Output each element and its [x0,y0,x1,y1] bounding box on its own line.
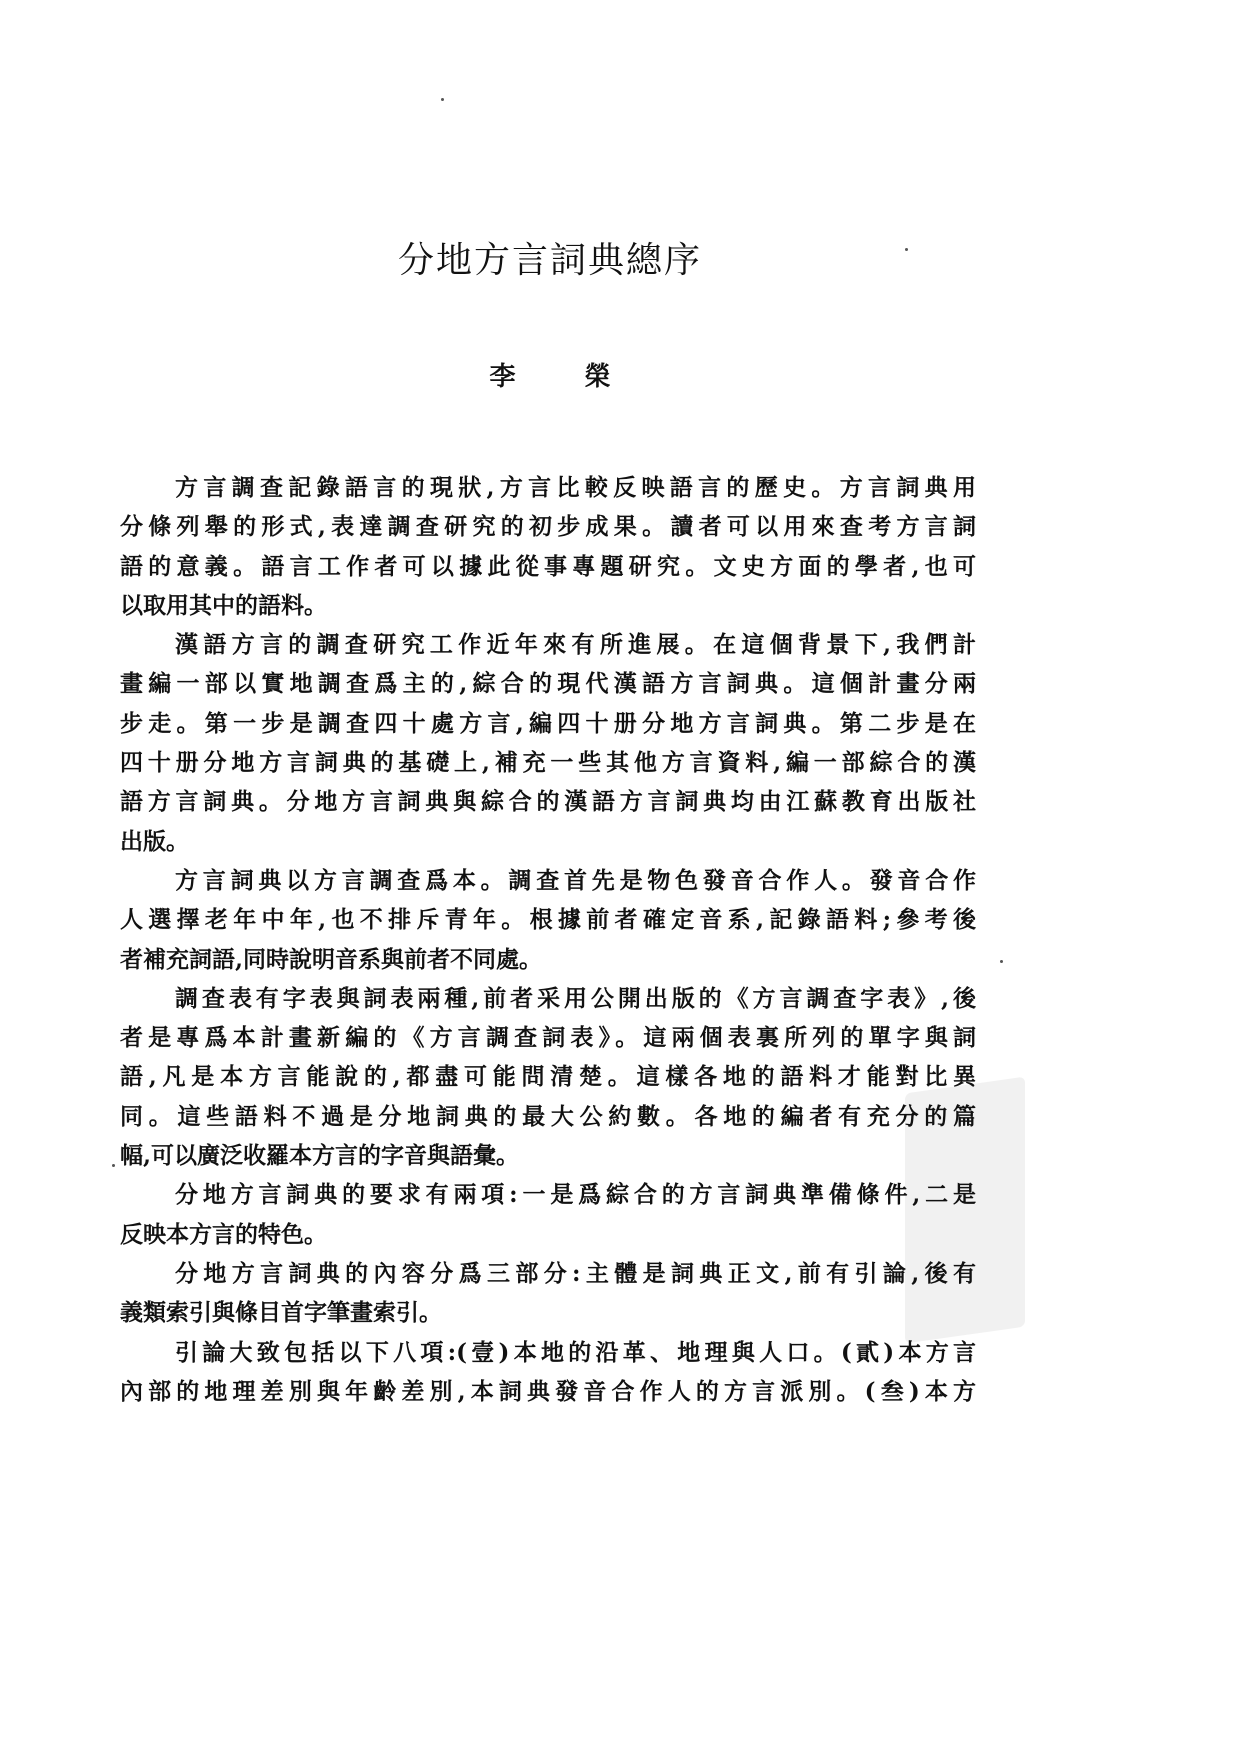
document-body [120,468,976,1411]
paragraph-line: 同。這些語料不過是分地詞典的最大公約數。各地的編者有充分的篇 [120,1102,976,1130]
scan-speck [112,1164,115,1167]
paragraph-line: 出版。 [120,827,189,855]
paragraph-line: 漢語方言的調查研究工作近年來有所進展。在這個背景下,我們計 [175,631,976,659]
paragraph-line: 分地方言詞典的內容分爲三部分:主體是詞典正文,前有引論,後有 [175,1259,976,1287]
paragraph-line: 調查表有字表與詞表兩種,前者采用公開出版的《方言調查字表》,後 [175,984,976,1012]
paragraph-line: 畫編一部以實地調查爲主的,綜合的現代漢語方言詞典。這個計畫分兩 [120,670,976,698]
paragraph-line: 語,凡是本方言能說的,都盡可能問清楚。這樣各地的語料才能對比異 [120,1063,976,1091]
paragraph-line: 分條列舉的形式,表達調查研究的初步成果。讀者可以用來查考方言詞 [120,513,976,541]
paragraph-line: 四十册分地方言詞典的基礎上,補充一些其他方言資料,編一部綜合的漢 [120,749,976,777]
paragraph-line: 以取用其中的語料。 [120,591,327,619]
paragraph-line: 幅,可以廣泛收羅本方言的字音與語彙。 [120,1142,520,1170]
paragraph-line: 者是專爲本計畫新編的《方言調查詞表》。這兩個表裏所列的單字與詞 [120,1024,976,1052]
paragraph-line: 分地方言詞典的要求有兩項:一是爲綜合的方言詞典準備條件,二是 [175,1181,976,1209]
paragraph-line: 者補充詞語,同時說明音系與前者不同處。 [120,945,543,973]
paragraph-line: 方言調查記錄語言的現狀,方言比較反映語言的歷史。方言詞典用 [175,474,976,501]
paragraph-line: 內部的地理差別與年齡差別,本詞典發音合作人的方言派別。(叁)本方 [120,1377,976,1405]
scan-speck [441,98,444,101]
author-name: 李 榮 [489,362,641,392]
paragraph-line: 步走。第一步是調查四十處方言,編四十册分地方言詞典。第二步是在 [120,709,976,737]
paragraph-line: 人選擇老年中年,也不排斥青年。根據前者確定音系,記錄語料;參考後 [120,906,976,934]
paragraph-line: 義類索引與條目首字筆畫索引。 [120,1299,442,1327]
paragraph-line: 方言詞典以方言調查爲本。調查首先是物色發音合作人。發音合作 [175,866,976,894]
paragraph-line: 反映本方言的特色。 [120,1220,327,1248]
page-title: 分地方言詞典總序 [397,240,702,281]
paragraph-line: 語方言詞典。分地方言詞典與綜合的漢語方言詞典均由江蘇教育出版社 [120,788,976,816]
paragraph-line: 語的意義。語言工作者可以據此從事專題研究。文史方面的學者,也可 [120,552,976,580]
paragraph-line: 引論大致包括以下八項:(壹)本地的沿革、地理與人口。(貳)本方言 [175,1338,976,1366]
scan-speck [1000,960,1003,963]
